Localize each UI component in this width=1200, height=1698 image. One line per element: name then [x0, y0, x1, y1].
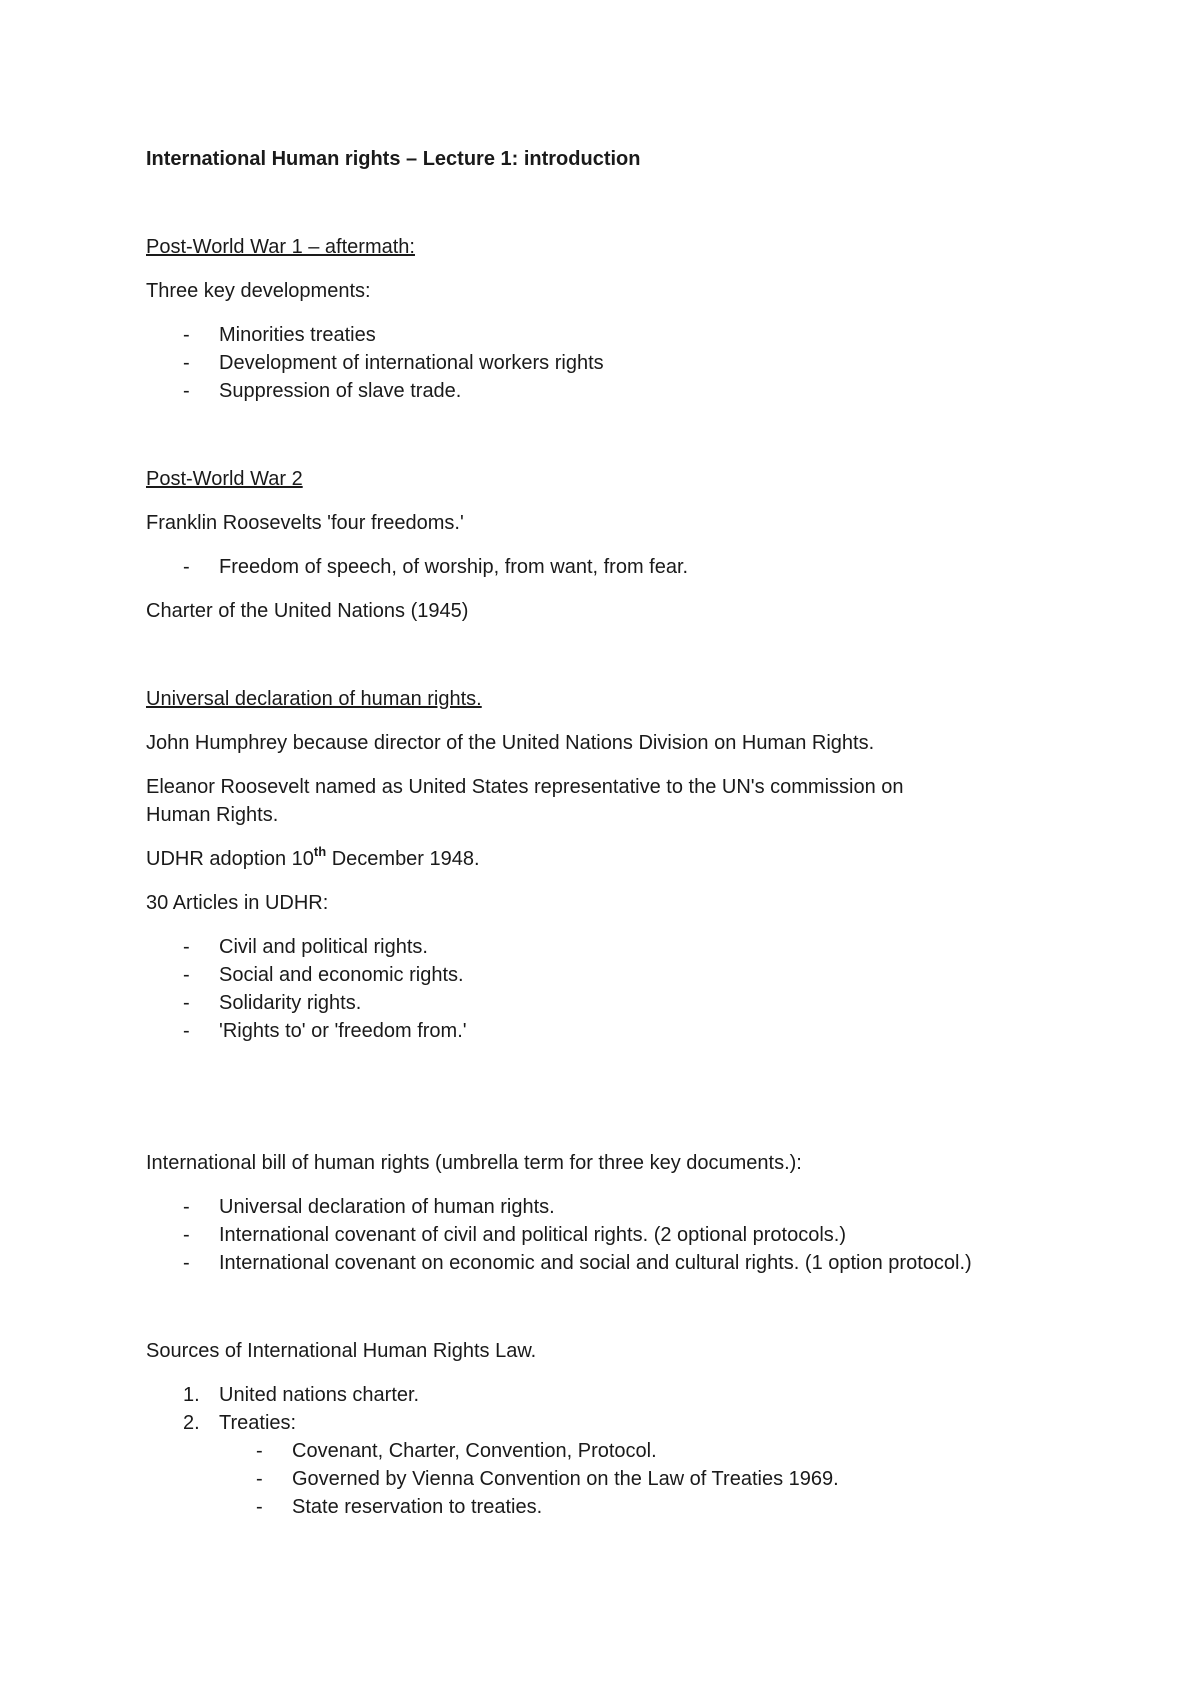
- list-item-text: Freedom of speech, of worship, from want, from fear.: [219, 556, 689, 578]
- dash-bullet-icon: -: [183, 380, 190, 402]
- section-heading-ww2: Post-World War 2: [146, 468, 303, 490]
- list-item-text: Civil and political rights.: [219, 936, 428, 958]
- list-item-text: Solidarity rights.: [219, 992, 362, 1014]
- list-item-text: 'Rights to' or 'freedom from.': [219, 1020, 467, 1042]
- list-item-text: Social and economic rights.: [219, 964, 464, 986]
- list-item-text: United nations charter.: [219, 1384, 420, 1406]
- dash-bullet-icon: -: [256, 1468, 263, 1490]
- list-item-text: Covenant, Charter, Convention, Protocol.: [292, 1440, 657, 1462]
- list-item-text: Governed by Vienna Convention on the Law of Treaties 1969.: [292, 1468, 839, 1490]
- dash-bullet-icon: -: [183, 324, 190, 346]
- paragraph-text: December 1948.: [326, 848, 480, 870]
- paragraph: Sources of International Human Rights Law.: [146, 1340, 537, 1362]
- paragraph: Eleanor Roosevelt named as United States representative to the UN's commission on: [146, 776, 904, 798]
- paragraph: Three key developments:: [146, 280, 371, 302]
- paragraph: Charter of the United Nations (1945): [146, 600, 469, 622]
- list-item-text: International covenant on economic and social and cultural rights. (1 option protocol.): [219, 1252, 972, 1274]
- list-item-text: Universal declaration of human rights.: [219, 1196, 555, 1218]
- paragraph-text: UDHR adoption 10: [146, 848, 314, 870]
- paragraph: International bill of human rights (umbrella term for three key documents.):: [146, 1152, 802, 1174]
- dash-bullet-icon: -: [183, 936, 190, 958]
- paragraph: John Humphrey because director of the United Nations Division on Human Rights.: [146, 732, 875, 754]
- section-heading-ww1: Post-World War 1 – aftermath:: [146, 236, 415, 258]
- dash-bullet-icon: -: [183, 1224, 190, 1246]
- ordinal-superscript: th: [313, 844, 327, 860]
- paragraph: [146, 844, 480, 871]
- document-title: International Human rights – Lecture 1: introduction: [146, 148, 641, 170]
- section-heading-udhr: Universal declaration of human rights.: [146, 688, 482, 710]
- dash-bullet-icon: -: [183, 992, 190, 1014]
- dash-bullet-icon: -: [183, 352, 190, 374]
- list-number: 2.: [183, 1412, 200, 1434]
- dash-bullet-icon: -: [183, 1252, 190, 1274]
- list-item-text: Development of international workers rights: [219, 352, 604, 374]
- list-item-text: Minorities treaties: [219, 324, 376, 346]
- paragraph: Franklin Roosevelts 'four freedoms.': [146, 512, 464, 534]
- list-item-text: Treaties:: [219, 1412, 297, 1434]
- dash-bullet-icon: -: [256, 1496, 263, 1518]
- dash-bullet-icon: -: [183, 964, 190, 986]
- list-item-text: Suppression of slave trade.: [219, 380, 462, 402]
- paragraph: 30 Articles in UDHR:: [146, 892, 329, 914]
- dash-bullet-icon: -: [183, 1196, 190, 1218]
- dash-bullet-icon: -: [183, 556, 190, 578]
- list-item-text: State reservation to treaties.: [292, 1496, 543, 1518]
- list-item-text: International covenant of civil and political rights. (2 optional protocols.): [219, 1224, 847, 1246]
- dash-bullet-icon: -: [256, 1440, 263, 1462]
- dash-bullet-icon: -: [183, 1020, 190, 1042]
- list-number: 1.: [183, 1384, 200, 1406]
- paragraph-continuation: Human Rights.: [146, 804, 279, 826]
